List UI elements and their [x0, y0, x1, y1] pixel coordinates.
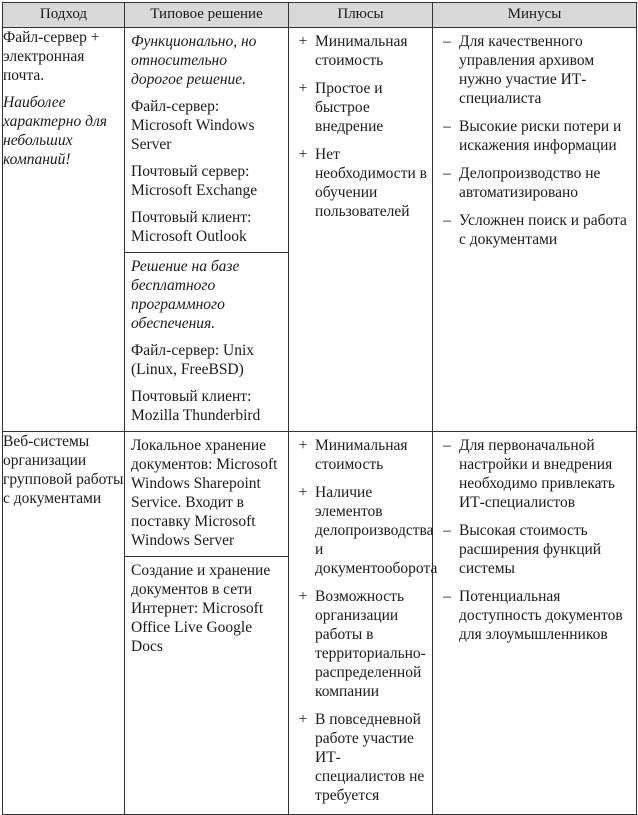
- list-item: – Делопроизводство не автоматизировано: [435, 164, 632, 202]
- header-row: [3, 3, 637, 28]
- list-item: – Усложнен поиск и работа с документами: [435, 211, 632, 249]
- list-item: – Потенциальная доступность документов для злоумышленников: [435, 587, 632, 644]
- list-item: + Минимальная стоимость: [291, 436, 428, 474]
- cons-list: [433, 432, 636, 644]
- approach-text: Файл-сервер + электронная почта.: [3, 29, 100, 84]
- minus-icon: –: [443, 212, 451, 229]
- list-item: – Высокие риски потери и искажения информации: [435, 117, 632, 155]
- solution-cell: [125, 28, 289, 432]
- minus-icon: –: [443, 118, 451, 135]
- list-item: + Возможность организации работы в территориально-распределенной компании: [291, 587, 428, 701]
- plus-icon: +: [298, 80, 308, 97]
- list-item: + Минимальная стоимость: [291, 32, 428, 70]
- plus-icon: +: [298, 711, 308, 728]
- list-item: + Простое и быстрое внедрение: [291, 79, 428, 136]
- plus-icon: +: [298, 588, 308, 605]
- solution-item: Локальное хранение документов: Microsoft Windows Sharepoint Service. Входит в поставку Microsoft Windows Server: [131, 437, 278, 549]
- table-row: [3, 28, 637, 432]
- minus-icon: –: [443, 437, 451, 454]
- approach-note: Наиболее характерно для небольших компаний!: [3, 94, 107, 168]
- solution-item: Почтовый клиент: Mozilla Thunderbird: [131, 388, 261, 424]
- list-item: + Нет необходимости в обучении пользователей: [291, 145, 428, 221]
- solution-intro: Функционально, но относительно дорогое решение.: [131, 33, 257, 88]
- plus-icon: +: [298, 437, 308, 454]
- minus-icon: –: [443, 33, 451, 50]
- solution-item: Файл-сервер: Microsoft Windows Server: [131, 98, 255, 153]
- cons-cell: [433, 28, 637, 432]
- plus-icon: +: [298, 146, 308, 163]
- cons-list: [433, 28, 636, 249]
- table-row: [3, 432, 637, 815]
- solution-item: Почтовый сервер: Microsoft Exchange: [131, 163, 258, 199]
- solution-item: Файл-сервер: Unix (Linux, FreeBSD): [131, 342, 255, 378]
- pros-cell: [289, 28, 433, 432]
- pros-list: [289, 28, 432, 221]
- plus-icon: +: [298, 33, 308, 50]
- header-cons: Минусы: [433, 3, 637, 28]
- list-item: + Наличие элементов делопроизводства и документооборота: [291, 483, 428, 578]
- pros-cell: [289, 432, 438, 815]
- solution-item: Создание и хранение документов в сети Интернет: Microsoft Office Live Google Docs: [131, 562, 271, 655]
- list-item: – Для первоначальной настройки и внедрения необходимо привлекать ИТ-специалистов: [435, 436, 632, 512]
- pros-list: [289, 432, 438, 805]
- solution-block: [125, 28, 288, 252]
- solution-block: [125, 556, 288, 662]
- approach-cell: [3, 28, 125, 432]
- solution-item: Почтовый клиент: Microsoft Outlook: [131, 209, 252, 245]
- plus-icon: +: [298, 484, 308, 501]
- minus-icon: –: [443, 588, 451, 605]
- list-item: + В повседневной работе участие ИТ-специалистов не требуется: [291, 710, 428, 805]
- cons-cell: [433, 432, 637, 815]
- approach-cell: [3, 432, 125, 815]
- header-approach: Подход: [3, 3, 125, 28]
- solution-cell: [125, 432, 289, 815]
- comparison-table: [2, 2, 637, 815]
- minus-icon: –: [443, 522, 451, 539]
- minus-icon: –: [443, 165, 451, 182]
- list-item: – Для качественного управления архивом нужно участие ИТ-специалиста: [435, 32, 632, 108]
- list-item: – Высокая стоимость расширения функций системы: [435, 521, 632, 578]
- approach-text: Веб-системы организации групповой работы с документами: [3, 433, 124, 507]
- solution-block: [125, 432, 288, 556]
- solution-block: [125, 252, 288, 431]
- header-solution: Типовое решение: [125, 3, 289, 28]
- solution-intro: Решение на базе бесплатного программного обеспечения.: [131, 258, 240, 332]
- header-pros: Плюсы: [289, 3, 433, 28]
